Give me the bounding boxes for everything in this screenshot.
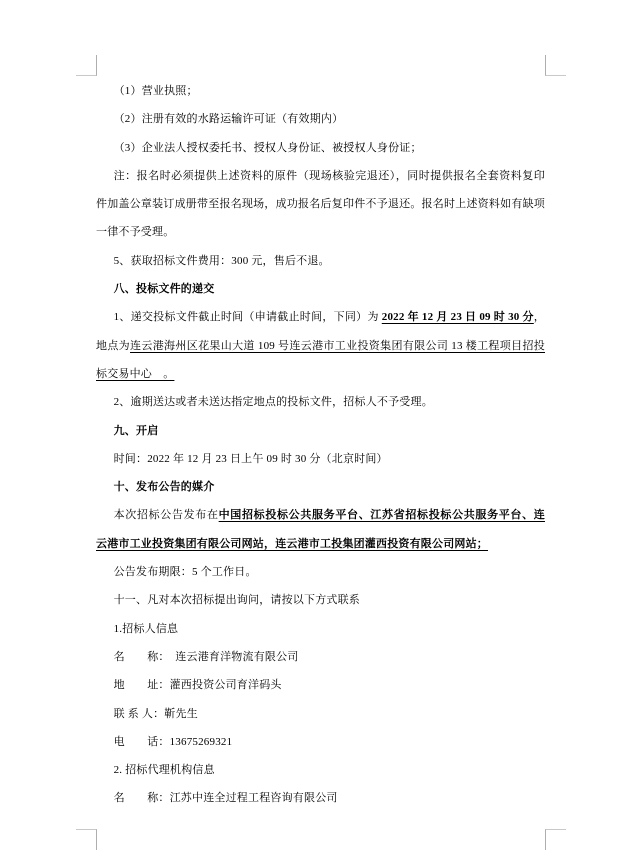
doc-line bbox=[96, 615, 545, 643]
doc-line bbox=[96, 784, 545, 812]
doc-line bbox=[96, 388, 545, 416]
doc-text-segment: 地点为 bbox=[96, 339, 131, 352]
text-boundary-mark-top-left bbox=[76, 55, 97, 76]
doc-line bbox=[96, 77, 545, 105]
doc-text-segment: 十、发布公告的媒介 bbox=[113, 481, 215, 494]
doc-text-segment: 云港市工业投资集团有限公司网站，连云港市工投集团灌西投资有限公司网站； bbox=[96, 537, 488, 550]
doc-text-segment: 八、投标文件的递交 bbox=[113, 283, 215, 296]
doc-text-segment: 九、开启 bbox=[113, 424, 159, 437]
doc-line bbox=[96, 218, 545, 246]
doc-line bbox=[96, 558, 545, 586]
doc-line bbox=[96, 700, 545, 728]
doc-text-segment: 1.招标人信息 bbox=[113, 622, 179, 635]
doc-text-segment: 标交易中心 。 bbox=[96, 367, 175, 380]
doc-text-segment: 1、递交投标文件截止时间（申请截止时间，下同）为 bbox=[113, 311, 382, 324]
doc-line bbox=[96, 105, 545, 133]
text-boundary-mark-top-right bbox=[545, 55, 566, 76]
doc-text-segment: 注：报名时必须提供上述资料的原件（现场核验完退还），同时提供报名全套资料复印 bbox=[113, 169, 545, 182]
doc-line bbox=[96, 162, 545, 190]
doc-line bbox=[96, 417, 545, 445]
doc-line bbox=[96, 756, 545, 784]
doc-line bbox=[96, 501, 545, 529]
doc-line bbox=[96, 445, 545, 473]
doc-text-segment: 本次招标公告发布在 bbox=[113, 509, 219, 522]
doc-line bbox=[96, 728, 545, 756]
doc-line bbox=[96, 360, 545, 388]
doc-text-segment: ， bbox=[533, 311, 545, 324]
doc-line bbox=[96, 671, 545, 699]
doc-text-segment: 联 系 人：靳先生 bbox=[113, 707, 198, 720]
doc-text-segment: （2）注册有效的水路运输许可证（有效期内） bbox=[113, 113, 344, 126]
doc-text-segment: 公告发布期限：5 个工作日。 bbox=[113, 566, 257, 579]
doc-text-segment: 2、逾期送达或者未送达指定地点的投标文件，招标人不予受理。 bbox=[113, 396, 433, 409]
doc-text-segment: 2022 年 12 月 23 日 09 时 30 分 bbox=[381, 311, 534, 324]
doc-line bbox=[96, 530, 545, 558]
doc-text-segment: 件加盖公章装订成册带至报名现场，成功报名后复印件不予退还。报名时上述资料如有缺项 bbox=[96, 198, 545, 211]
doc-text-segment: 中国招标投标公共服务平台、江苏省招标投标公共服务平台、连 bbox=[218, 509, 545, 522]
text-boundary-mark-bottom-right bbox=[545, 829, 566, 850]
doc-line bbox=[96, 275, 545, 303]
doc-line bbox=[96, 247, 545, 275]
doc-line bbox=[96, 473, 545, 501]
doc-text-segment: 电 话：13675269321 bbox=[113, 735, 233, 748]
doc-text-segment: 2. 招标代理机构信息 bbox=[113, 764, 215, 777]
doc-line bbox=[96, 643, 545, 671]
doc-text-segment: 地 址：灌西投资公司育洋码头 bbox=[113, 679, 282, 692]
doc-text-segment: 名 称： 连云港育洋物流有限公司 bbox=[113, 650, 299, 663]
doc-line bbox=[96, 586, 545, 614]
doc-text-segment: 一律不予受理。 bbox=[96, 226, 175, 239]
doc-text-segment: 名 称：江苏中连全过程工程咨询有限公司 bbox=[113, 792, 338, 805]
doc-text-segment: （1）营业执照； bbox=[113, 85, 198, 97]
doc-text-segment: 十一、凡对本次招标提出询问，请按以下方式联系 bbox=[113, 594, 360, 607]
document-body bbox=[96, 77, 545, 813]
doc-line bbox=[96, 134, 545, 162]
text-boundary-mark-bottom-left bbox=[76, 829, 97, 850]
doc-text-segment: 时间：2022 年 12 月 23 日上午 09 时 30 分（北京时间） bbox=[113, 452, 388, 465]
doc-text-segment: 5、获取招标文件费用：300 元，售后不退。 bbox=[113, 254, 330, 267]
doc-text-segment: （3）企业法人授权委托书、授权人身份证、被授权人身份证； bbox=[113, 141, 422, 154]
doc-line bbox=[96, 190, 545, 218]
doc-line bbox=[96, 303, 545, 331]
doc-text-segment: 连云港海州区花果山大道 109 号连云港市工业投资集团有限公司 13 楼工程项目招投 bbox=[130, 339, 545, 352]
doc-line bbox=[96, 332, 545, 360]
